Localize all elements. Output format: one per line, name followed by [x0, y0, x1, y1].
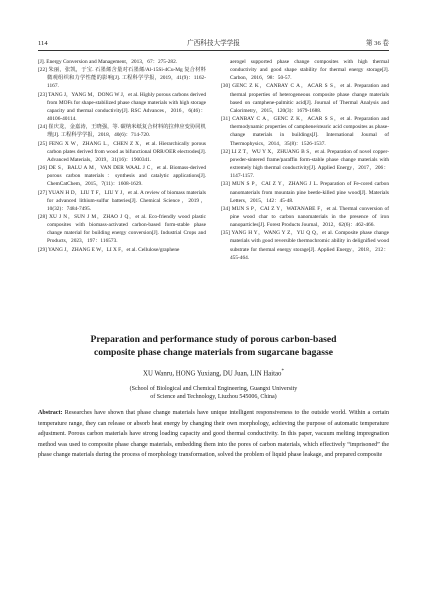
reference-item: [25] FENG X W，ZHANG L，CHEN Z X，et al. Hierarchically porous carbon plates derived from wood as bifunctional ORR/OER electrodes[J]. Advanced Materials，2019，31(16)：1900341. [38, 140, 206, 163]
references-right-column [221, 58, 389, 262]
running-header [38, 38, 389, 51]
volume-label: 第 36 卷 [365, 40, 389, 47]
affiliation-line: of Science and Technology, Liuzhou 545006, China) [150, 394, 277, 401]
author-names: XU Wanru, HONG Yuxiang, DU Juan, LIN Haitao [143, 370, 282, 378]
english-abstract [38, 408, 389, 461]
journal-name: 广西科技大学学报 [187, 40, 240, 47]
reference-item: [34] MUN S P，CAI Z Y，WATANABE F，et al. Thermal conversion of pine wood char to carbon nanomaterials in the presence of iron nanoparticles[J]. Forest Products Journal，2012，62(6)：462-466. [221, 205, 389, 229]
page-number: 114 [38, 40, 48, 47]
reference-item: [29] YANG J，ZHANG E W，LI X F，et al. Cellulose/graphene [38, 246, 180, 253]
english-title [38, 334, 389, 359]
affiliation-line: (School of Biological and Chemical Engineering, Guangxi University [129, 386, 298, 392]
reference-item: [26] DE S，BALU A M，VAN DER WAAL J C，et al. Biomass-derived porous carbon materials：synthesis and catalytic applications[J]. ChemCatChem，2015，7(11)：1608-1629. [38, 165, 206, 188]
reference-item: [27] YUAN H D，LIU T F，LIU Y J，et al. A review of biomass materials for advanced lithium-sulfur batteries[J]. Chemical Science，2019，10(32)：7484-7495. [38, 189, 206, 212]
affiliation [38, 385, 389, 402]
reference-item: [32] LI Z T，WU Y X，ZHUANG B S，et al. Preparation of novel copper-powder-sintered frame/paraffin form-stable phase change materials with extremely high thermal conductivity[J]. Applied Energy，2017，206：1147-1157. [221, 148, 389, 180]
abstract-text: Researches have shown that phase change materials have unique intelligent responsiveness to the outside world. Within a certain temperature range, they can release or absorb heat energy by changing their own morphology, achieving the purpose of automatic temperature adjustment. Porous carbon materials have strong loading capacity and good thermal conductivity. In this paper, vacuum melting impregnation method was used to composite phase change materials, embedding them into the pores of carbon materials, which effectively “imprisoned” the phase change materials during the process of morphology transformation, solved the problem of liquid phase leakage, and prepared composite [38, 410, 390, 459]
reference-item: [23] TANG J，YANG M，DONG W J，et al. Highly porous carbons derived from MOFs for shape-stabilized phase change materials with high storage capacity and thermal conductivity[J]. RSC Advances，2016，6(46)：40106-40114. [38, 91, 206, 123]
reference-item: [J]. Energy Conversion and Management，2013，67：275-282. [38, 59, 178, 65]
reference-item: [30] GENC Z K，CANBAY C A，ACAR S S，et al. Preparation and thermal properties of heterogeneous composite phase change materials based on camphene-palmitic acid[J]. Journal of Thermal Analysis and Calorimetry，2015，120(3)：1679-1688. [221, 83, 389, 114]
reference-item: [35] YANG H Y，WANG Y Z，YU Q Q，et al. Composite phase change materials with good reversible thermochromic ability in delignified wood substrate for thermal energy storage[J]. Applied Energy，2018，212：455-464. [221, 230, 389, 261]
reference-item: [31] CANBAY C A，GENC Z K，ACAR S S，et al. Preparation and thermodynamic properties of camphene/stearic acid composites as phase-change materials in buildings[J]. International Journal of Thermophysics，2014，35(8)：1526-1537. [221, 116, 389, 147]
reference-continuation: aerogel supported phase change composites with high thermal conductivity and good shape stability for thermal energy storage[J]. Carbon，2016，98：50-57. [230, 59, 389, 82]
references-left-column [38, 58, 206, 254]
reference-item: [24] 崔庆龙，金嘉涛，王晓强，等. 碳纳米纸复合材料的拉伸应变协同机理[J]. 工程科学学报，2018，40(6)：714-720. [38, 124, 206, 139]
abstract-label: Abstract: [38, 410, 63, 416]
reference-item: [28] XU J N，SUN J M，ZHAO J Q，et al. Eco-friendly wood plastic composites with biomass-activated carbon-based form-stable phase change material for building energy conversion[J]. Industrial Crops and Products，2023，197：116573. [38, 213, 206, 245]
reference-item: [33] MUN S P，CAI Z Y，ZHANG J L. Preparation of Fe-cored carbon nanomaterials from mountain pine beetle-killed pine wood[J]. Materials Letters，2015，142：45-48. [221, 181, 389, 204]
reference-item: [22] 朱丽，张凯，于宝. 石墨烯含量对石墨烯/Al-15Si-4Cu-Mg 复合材料微观组织和力学性能的影响[J]. 工程科学学报，2019，41(9)：1162-1167. [38, 67, 206, 90]
english-title-line: Preparation and performance study of porous carbon-based [90, 334, 337, 345]
english-title-line: composite phase change materials from sugarcane bagasse [94, 346, 333, 358]
author-list [38, 367, 389, 379]
corresponding-author-mark: * [281, 369, 284, 374]
